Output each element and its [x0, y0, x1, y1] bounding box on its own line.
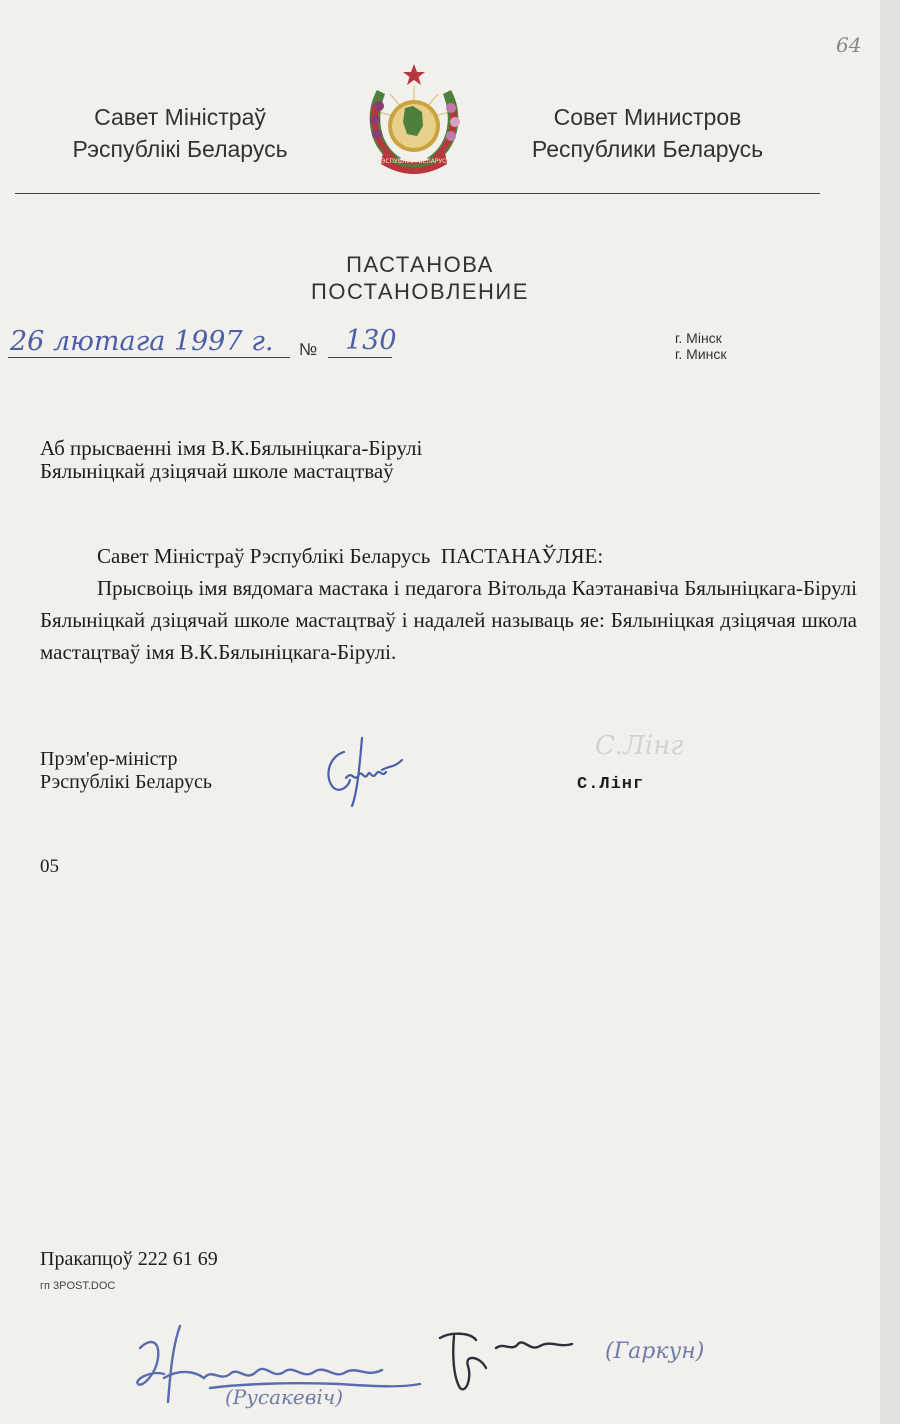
- subject-line1: Аб прысваенні імя В.К.Бялыніцкага-Бірулі: [40, 436, 423, 460]
- city-ru: г. Минск: [675, 346, 727, 362]
- city: [675, 330, 727, 362]
- number-underline: [328, 357, 392, 358]
- executor-contact: Пракапцоў 222 61 69: [40, 1248, 218, 1270]
- header-belarusian: [30, 101, 330, 165]
- doc-type-ru: ПОСТАНОВЛЕНИЕ: [311, 279, 529, 304]
- signatory-title-line2: Рэспублікі Беларусь: [40, 771, 212, 793]
- date-handwritten: 26 лютага 1997 г.: [10, 326, 274, 357]
- signatory-name: С.Лінг: [577, 775, 645, 794]
- body-paragraph-1: Савет Міністраў Рэспублікі Беларусь ПАСТАНАЎЛЯЕ:: [97, 544, 604, 568]
- header-russian: [505, 101, 790, 165]
- document-type: [0, 251, 840, 305]
- approval-signatures: [120, 1318, 600, 1413]
- signatory-title-line1: Прэм'ер-міністр: [40, 748, 178, 770]
- doc-type-be: ПАСТАНОВА: [346, 252, 494, 277]
- prime-minister-signature: [322, 730, 407, 810]
- signatory-title: [40, 748, 212, 794]
- header-ru-line1: Совет Министров: [553, 104, 742, 130]
- file-name: гп 3POST.DOC: [40, 1280, 116, 1292]
- city-be: г. Мінск: [675, 330, 722, 346]
- handwritten-note-1: (Гаркун): [605, 1339, 705, 1364]
- page-number: 64: [836, 33, 862, 57]
- header-ru-line2: Республики Беларусь: [531, 136, 764, 162]
- number-handwritten: 130: [345, 325, 397, 356]
- page-edge: [880, 0, 900, 1424]
- subject-line2: Бялыніцкай дзіцячай школе мастацтваў: [40, 459, 394, 483]
- date-underline: [8, 357, 290, 358]
- registry-code: 05: [40, 856, 59, 877]
- state-emblem-icon: [355, 60, 473, 185]
- header-be-line1: Савет Міністраў: [94, 104, 266, 130]
- number-label: №: [299, 340, 318, 359]
- emblem-ribbon-text: РЭСПУБЛІКА БЕЛАРУСЬ: [377, 158, 451, 165]
- faint-name-imprint: С.Лінг: [595, 731, 684, 761]
- handwritten-note-2: (Русакевіч): [225, 1385, 344, 1409]
- header-be-line2: Рэспублікі Беларусь: [72, 136, 288, 162]
- body-text: [40, 540, 857, 668]
- header-rule: [15, 193, 820, 194]
- subject: [40, 437, 422, 483]
- body-paragraph-2: Прысвоіць імя вядомага мастака і педагога Вітольда Каэтанавіча Бялыніцкага-Бірулі Бялыніцкай дзіцячай школе мастацтваў і надалей называць яе: Бялыніцкая дзіцячая школа мастацтваў імя В.К.Бялыніцкага-Бірулі.: [40, 576, 857, 664]
